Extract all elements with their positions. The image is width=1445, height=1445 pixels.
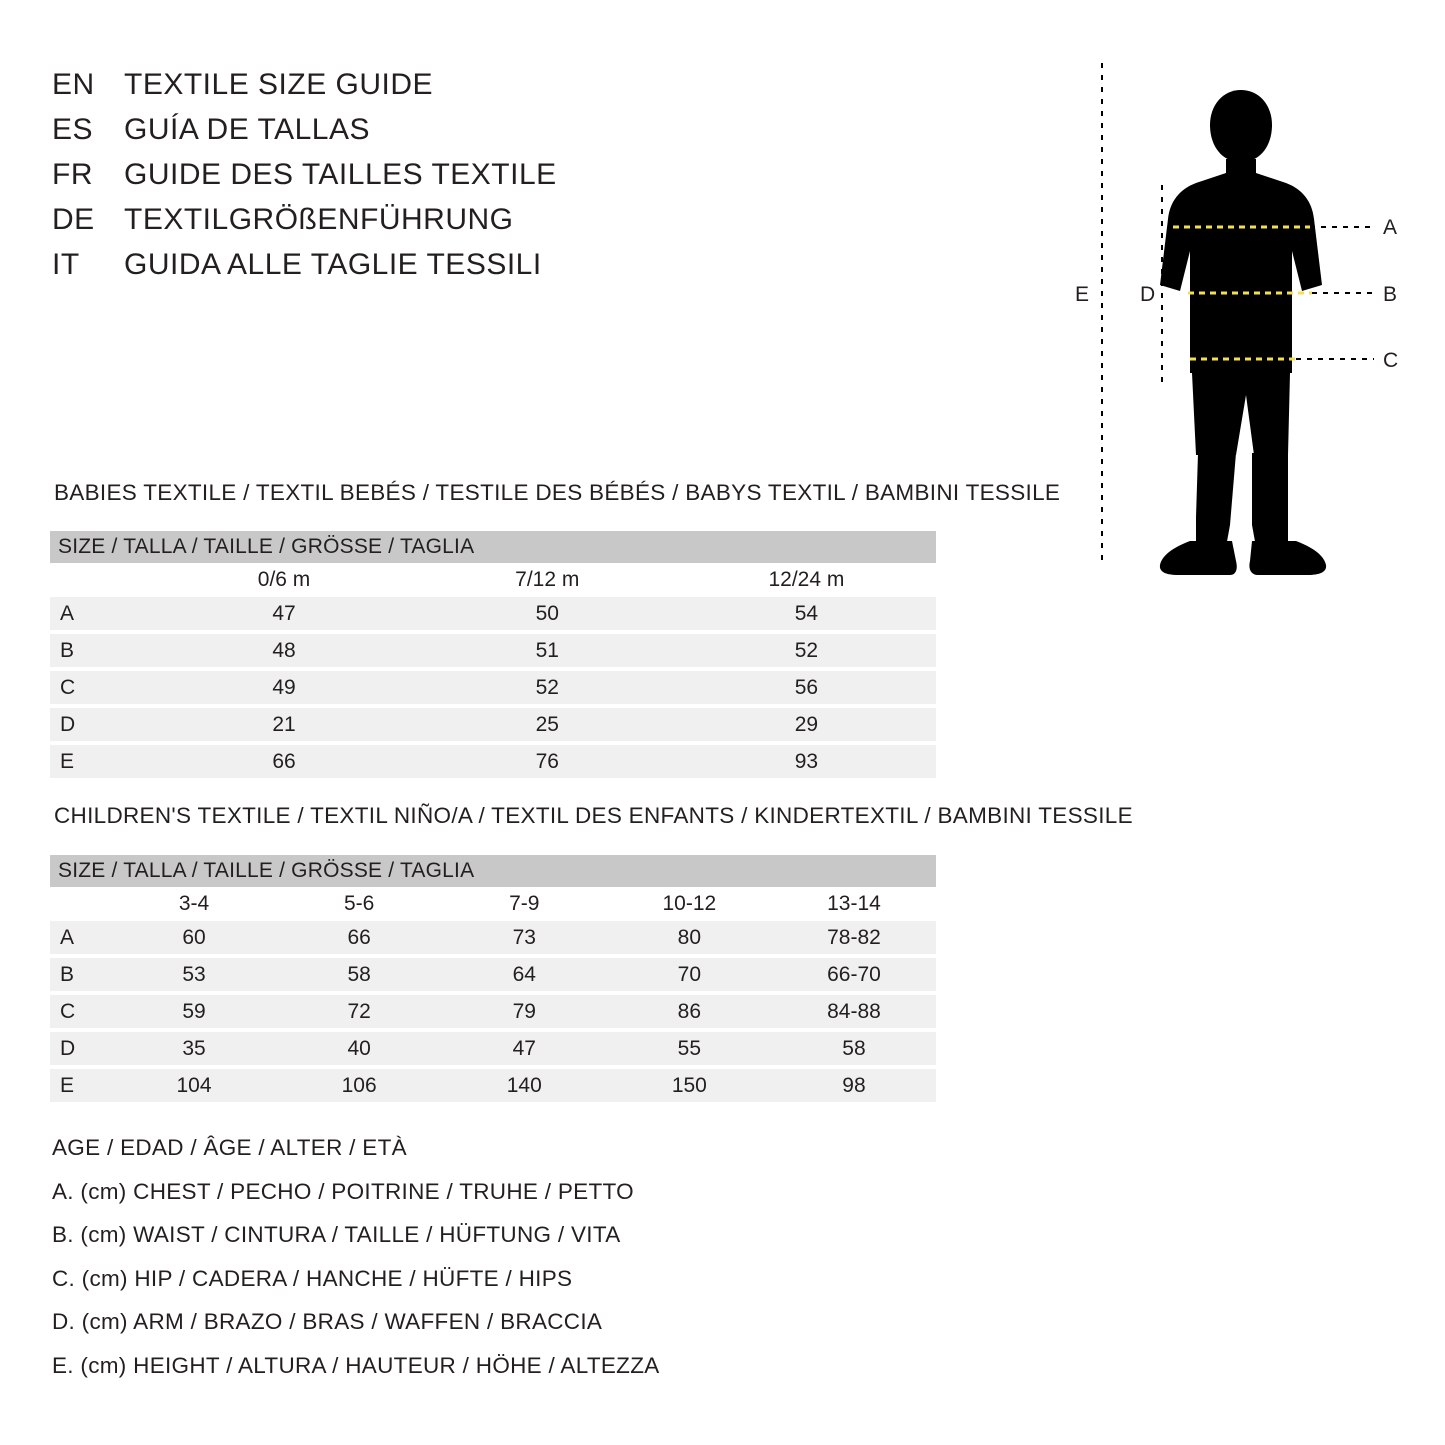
cell-value: 93 — [677, 745, 936, 778]
table-row — [50, 995, 936, 1028]
language-row — [52, 68, 752, 113]
cell-value: 140 — [442, 1069, 607, 1102]
table-row — [50, 708, 936, 741]
table-sizes-row — [50, 563, 936, 597]
legend-line-hip: C. (cm) HIP / CADERA / HANCHE / HÜFTE / HIPS — [52, 1265, 573, 1291]
cell-value: 47 — [442, 1032, 607, 1065]
cell-value: 70 — [607, 958, 772, 991]
table-row — [50, 597, 936, 630]
language-title: GUÍA DE TALLAS — [124, 113, 370, 146]
figure-label-b: B — [1383, 283, 1398, 306]
table-header-row — [50, 855, 936, 887]
size-column-header: 7-9 — [442, 887, 607, 921]
cell-value: 51 — [418, 634, 677, 667]
cell-value: 54 — [677, 597, 936, 630]
size-column-header: 5-6 — [277, 887, 442, 921]
cell-value: 98 — [772, 1069, 936, 1102]
table-row — [50, 671, 936, 704]
cell-value: 52 — [677, 634, 936, 667]
cell-value: 60 — [111, 921, 276, 954]
cell-value: 55 — [607, 1032, 772, 1065]
cell-value: 84-88 — [772, 995, 936, 1028]
row-label: C — [50, 671, 150, 704]
figure-label-d: D — [1140, 283, 1156, 306]
cell-value: 21 — [150, 708, 417, 741]
legend-line-chest: A. (cm) CHEST / PECHO / POITRINE / TRUHE / PETTO — [52, 1178, 634, 1204]
children-section-title: CHILDREN'S TEXTILE / TEXTIL NIÑO/A / TEXTIL DES ENFANTS / KINDERTEXTIL / BAMBINI TESSILE — [54, 803, 1133, 828]
cell-value: 86 — [607, 995, 772, 1028]
size-column-header: 0/6 m — [150, 563, 417, 597]
babies-section-title: BABIES TEXTILE / TEXTIL BEBÉS / TESTILE DES BÉBÉS / BABYS TEXTIL / BAMBINI TESSILE — [54, 480, 1061, 505]
language-row — [52, 113, 752, 158]
language-title: GUIDA ALLE TAGLIE TESSILI — [124, 248, 542, 281]
row-label: A — [50, 597, 150, 630]
row-label: D — [50, 708, 150, 741]
babies-size-table — [50, 531, 936, 778]
cell-value: 47 — [150, 597, 417, 630]
legend-line-waist: B. (cm) WAIST / CINTURA / TAILLE / HÜFTUNG / VITA — [52, 1222, 621, 1247]
figure-label-c: C — [1383, 349, 1399, 372]
row-label: D — [50, 1032, 111, 1065]
cell-value: 72 — [277, 995, 442, 1028]
row-label: A — [50, 921, 111, 954]
measurement-figure — [1040, 55, 1420, 575]
cell-value: 35 — [111, 1032, 276, 1065]
cell-value: 104 — [111, 1069, 276, 1102]
cell-value: 58 — [277, 958, 442, 991]
measurement-legend — [52, 1135, 952, 1396]
cell-value: 56 — [677, 671, 936, 704]
figure-label-a: A — [1383, 216, 1398, 239]
cell-value: 49 — [150, 671, 417, 704]
cell-value: 150 — [607, 1069, 772, 1102]
child-silhouette-diagram — [1040, 55, 1420, 575]
language-header-block — [52, 68, 752, 293]
cell-value: 25 — [418, 708, 677, 741]
cell-value: 53 — [111, 958, 276, 991]
language-code: EN — [52, 68, 95, 101]
language-title: GUIDE DES TAILLES TEXTILE — [124, 158, 557, 191]
cell-value: 73 — [442, 921, 607, 954]
cell-value: 66 — [150, 745, 417, 778]
cell-value: 79 — [442, 995, 607, 1028]
row-label: E — [50, 745, 150, 778]
size-column-header: 13-14 — [772, 887, 936, 921]
cell-value: 40 — [277, 1032, 442, 1065]
legend-line-age: AGE / EDAD / ÂGE / ALTER / ETÀ — [52, 1135, 407, 1160]
cell-value: 64 — [442, 958, 607, 991]
legend-line-height: E. (cm) HEIGHT / ALTURA / HAUTEUR / HÖHE / ALTEZZA — [52, 1352, 660, 1378]
language-code: IT — [52, 248, 80, 281]
figure-label-e: E — [1075, 283, 1090, 306]
legend-line-arm: D. (cm) ARM / BRAZO / BRAS / WAFFEN / BRACCIA — [52, 1309, 603, 1334]
cell-value: 76 — [418, 745, 677, 778]
cell-value: 80 — [607, 921, 772, 954]
cell-value: 66-70 — [772, 958, 936, 991]
silhouette-shape — [1160, 90, 1326, 575]
language-code: DE — [52, 203, 95, 236]
language-title: TEXTILGRÖßENFÜHRUNG — [124, 203, 514, 236]
table-row — [50, 958, 936, 991]
cell-value: 52 — [418, 671, 677, 704]
corner-cell — [50, 887, 111, 921]
table-header-row — [50, 531, 936, 563]
cell-value: 50 — [418, 597, 677, 630]
language-title: TEXTILE SIZE GUIDE — [124, 68, 434, 101]
row-label: E — [50, 1069, 111, 1102]
table-row — [50, 1032, 936, 1065]
row-label: B — [50, 958, 111, 991]
size-header-label: SIZE / TALLA / TAILLE / GRÖSSE / TAGLIA — [50, 855, 936, 887]
table-row — [50, 634, 936, 667]
language-code: ES — [52, 113, 94, 146]
cell-value: 106 — [277, 1069, 442, 1102]
cell-value: 58 — [772, 1032, 936, 1065]
language-row — [52, 158, 752, 203]
table-row — [50, 1069, 936, 1102]
cell-value: 59 — [111, 995, 276, 1028]
cell-value: 48 — [150, 634, 417, 667]
language-row — [52, 248, 752, 293]
size-column-header: 12/24 m — [677, 563, 936, 597]
corner-cell — [50, 563, 150, 597]
cell-value: 66 — [277, 921, 442, 954]
table-row — [50, 745, 936, 778]
row-label: B — [50, 634, 150, 667]
size-column-header: 10-12 — [607, 887, 772, 921]
size-header-label: SIZE / TALLA / TAILLE / GRÖSSE / TAGLIA — [50, 531, 936, 563]
cell-value: 78-82 — [772, 921, 936, 954]
size-column-header: 7/12 m — [418, 563, 677, 597]
language-row — [52, 203, 752, 248]
language-code: FR — [52, 158, 93, 191]
table-sizes-row — [50, 887, 936, 921]
cell-value: 29 — [677, 708, 936, 741]
table-row — [50, 921, 936, 954]
size-column-header: 3-4 — [111, 887, 276, 921]
children-size-table — [50, 855, 936, 1102]
row-label: C — [50, 995, 111, 1028]
